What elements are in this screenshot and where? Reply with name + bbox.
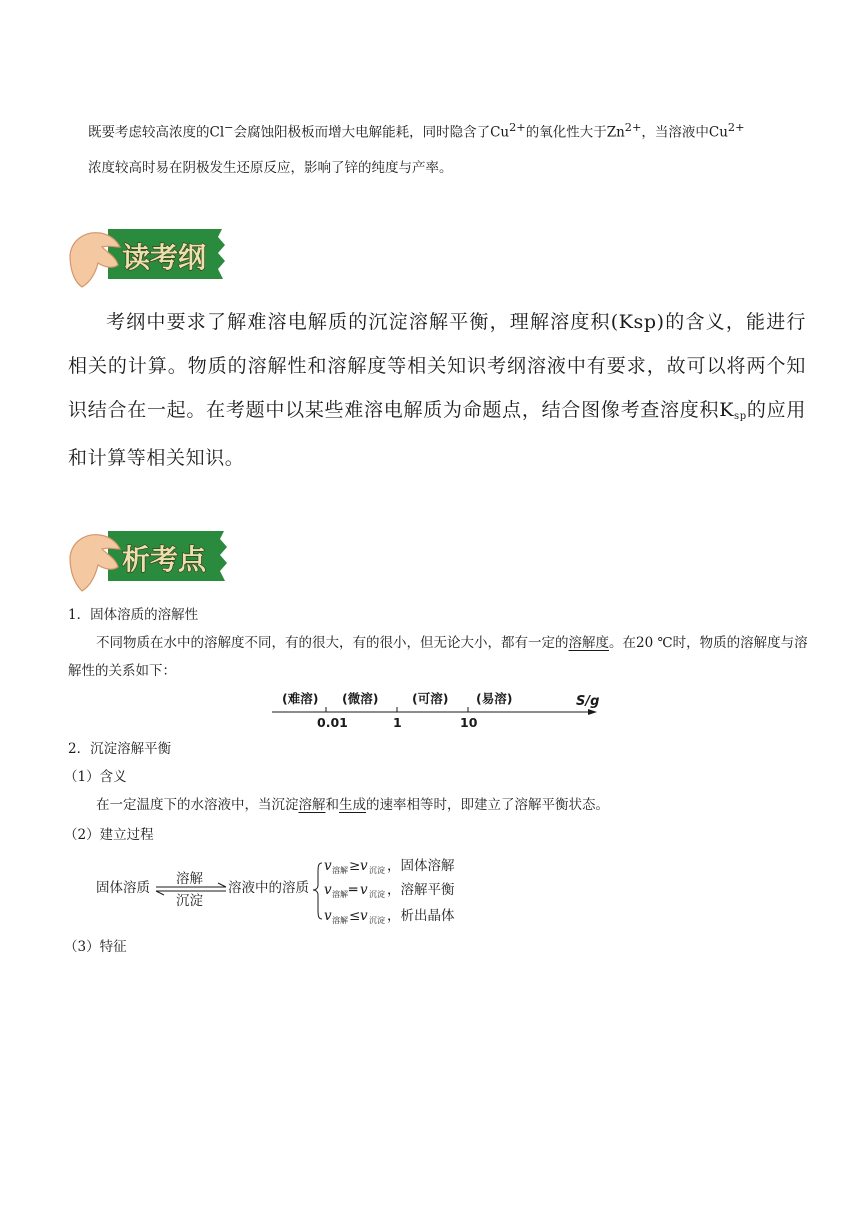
outline-paragraph: [68, 300, 806, 480]
result-text: ，固体溶解: [387, 858, 455, 874]
category-very-soluble: (易溶): [476, 691, 513, 706]
intro-text-segment: 会腐蚀阳极板而增大电解能耗，同时隐含了Cu: [233, 124, 510, 141]
meaning-paragraph: [96, 791, 609, 819]
relation-symbol: ≤: [349, 908, 361, 924]
relation-symbol: ≥: [349, 858, 361, 874]
tick-label: 0.01: [317, 715, 348, 730]
category-soluble: (可溶): [412, 691, 449, 706]
read-outline-badge-graphic: [64, 225, 228, 291]
rate-subscript: 沉淀: [369, 866, 385, 875]
analyze-points-badge-label: 析考点: [122, 543, 207, 576]
solubility-scale-graphic: [270, 684, 610, 734]
meaning-text-b: 和: [325, 797, 339, 813]
intro-text-segment: ，当溶液中Cu: [641, 124, 728, 141]
rate-subscript: 沉淀: [369, 890, 385, 899]
intro-line-2: 浓度较高时易在阴极发生还原反应，影响了锌的纯度与产率。: [88, 159, 453, 176]
reverse-arrow-head-icon: [156, 891, 164, 895]
section-1-text-b: 。在20 ℃时，物质的溶解度与溶解性的关系如下：: [68, 635, 808, 679]
intro-line-1: [88, 110, 818, 151]
subheading-features: （3）特征: [64, 939, 127, 955]
hand-icon: [70, 535, 120, 591]
arrow-label-dissolve: 溶解: [176, 871, 203, 887]
intro-text-segment: 的氧化性大于Zn: [525, 124, 625, 141]
rate-symbol: v: [324, 858, 332, 874]
read-outline-badge-label: 读考纲: [122, 241, 207, 274]
tick-label: 1: [393, 715, 402, 730]
ksp-subscript: sp: [734, 411, 747, 422]
rate-subscript: 沉淀: [369, 916, 385, 925]
forward-arrow-head-icon: [218, 883, 226, 887]
charge-superscript: −: [224, 121, 234, 134]
subheading-meaning: （1）含义: [64, 769, 127, 785]
rate-symbol: v: [360, 882, 368, 898]
section-2-heading: 2．沉淀溶解平衡: [68, 741, 172, 757]
tick-label: 10: [460, 715, 478, 730]
dissolved-solute-label: 溶液中的溶质: [228, 880, 309, 896]
relation-symbol: ═: [349, 882, 358, 898]
section-1-paragraph: [68, 629, 808, 685]
condition-row-2: [324, 881, 455, 899]
underlined-term: 溶解度: [568, 635, 609, 651]
solubility-scale: [270, 684, 610, 734]
underlined-term: 溶解: [298, 797, 326, 813]
rate-subscript: 溶解: [332, 890, 348, 899]
charge-superscript: 2+: [727, 121, 745, 134]
rate-subscript: 溶解: [332, 866, 348, 875]
section-1-text-a: 不同物质在水中的溶解度不同，有的很大，有的很小，但无论大小，都有一定的: [96, 635, 569, 651]
rate-subscript: 溶解: [332, 916, 348, 925]
process-graphic: [96, 853, 496, 933]
category-insoluble: (难溶): [282, 691, 319, 706]
rate-symbol: v: [360, 908, 368, 924]
rate-symbol: v: [360, 858, 368, 874]
result-text: ，溶解平衡: [387, 882, 455, 898]
rate-symbol: v: [324, 882, 332, 898]
section-1-heading: 1．固体溶质的溶解性: [68, 607, 199, 623]
analyze-points-badge: [64, 523, 230, 595]
charge-superscript: 2+: [624, 121, 642, 134]
solid-solute-label: 固体溶质: [96, 880, 150, 896]
subheading-process: （2）建立过程: [64, 827, 154, 843]
read-outline-badge: [64, 225, 228, 291]
dissolution-process-diagram: [96, 853, 496, 933]
brace-icon: [313, 863, 322, 919]
intro-text: [88, 110, 818, 186]
charge-superscript: 2+: [509, 121, 526, 134]
arrow-label-precipitate: 沉淀: [176, 893, 203, 909]
outline-text-b: 的应用和计算等相关知识。: [68, 399, 806, 469]
condition-row-3: [324, 907, 455, 925]
result-text: ，析出晶体: [387, 908, 455, 924]
meaning-text-c: 的速率相等时，即建立了溶解平衡状态。: [366, 797, 609, 813]
analyze-points-badge-graphic: [64, 523, 230, 595]
outline-text-a: 考纲中要求了解难溶电解质的沉淀溶解平衡，理解溶度积(Ksp)的含义，能进行相关的计算。物质的溶解性和溶解度等相关知识考纲溶液中有要求，故可以将两个知识结合在一起。在考题中以某些难溶电解质为命题点，结合图像考查溶度积K: [68, 311, 806, 421]
axis-label: S/g: [576, 694, 600, 709]
condition-row-1: [324, 857, 455, 875]
underlined-term: 生成: [339, 797, 366, 813]
category-slightly-soluble: (微溶): [342, 691, 379, 706]
rate-symbol: v: [324, 908, 332, 924]
meaning-text-a: 在一定温度下的水溶液中，当沉淀: [96, 797, 299, 813]
intro-text-segment: 既要考虑较高浓度的Cl: [88, 124, 225, 141]
axis-arrow-icon: [588, 709, 597, 715]
